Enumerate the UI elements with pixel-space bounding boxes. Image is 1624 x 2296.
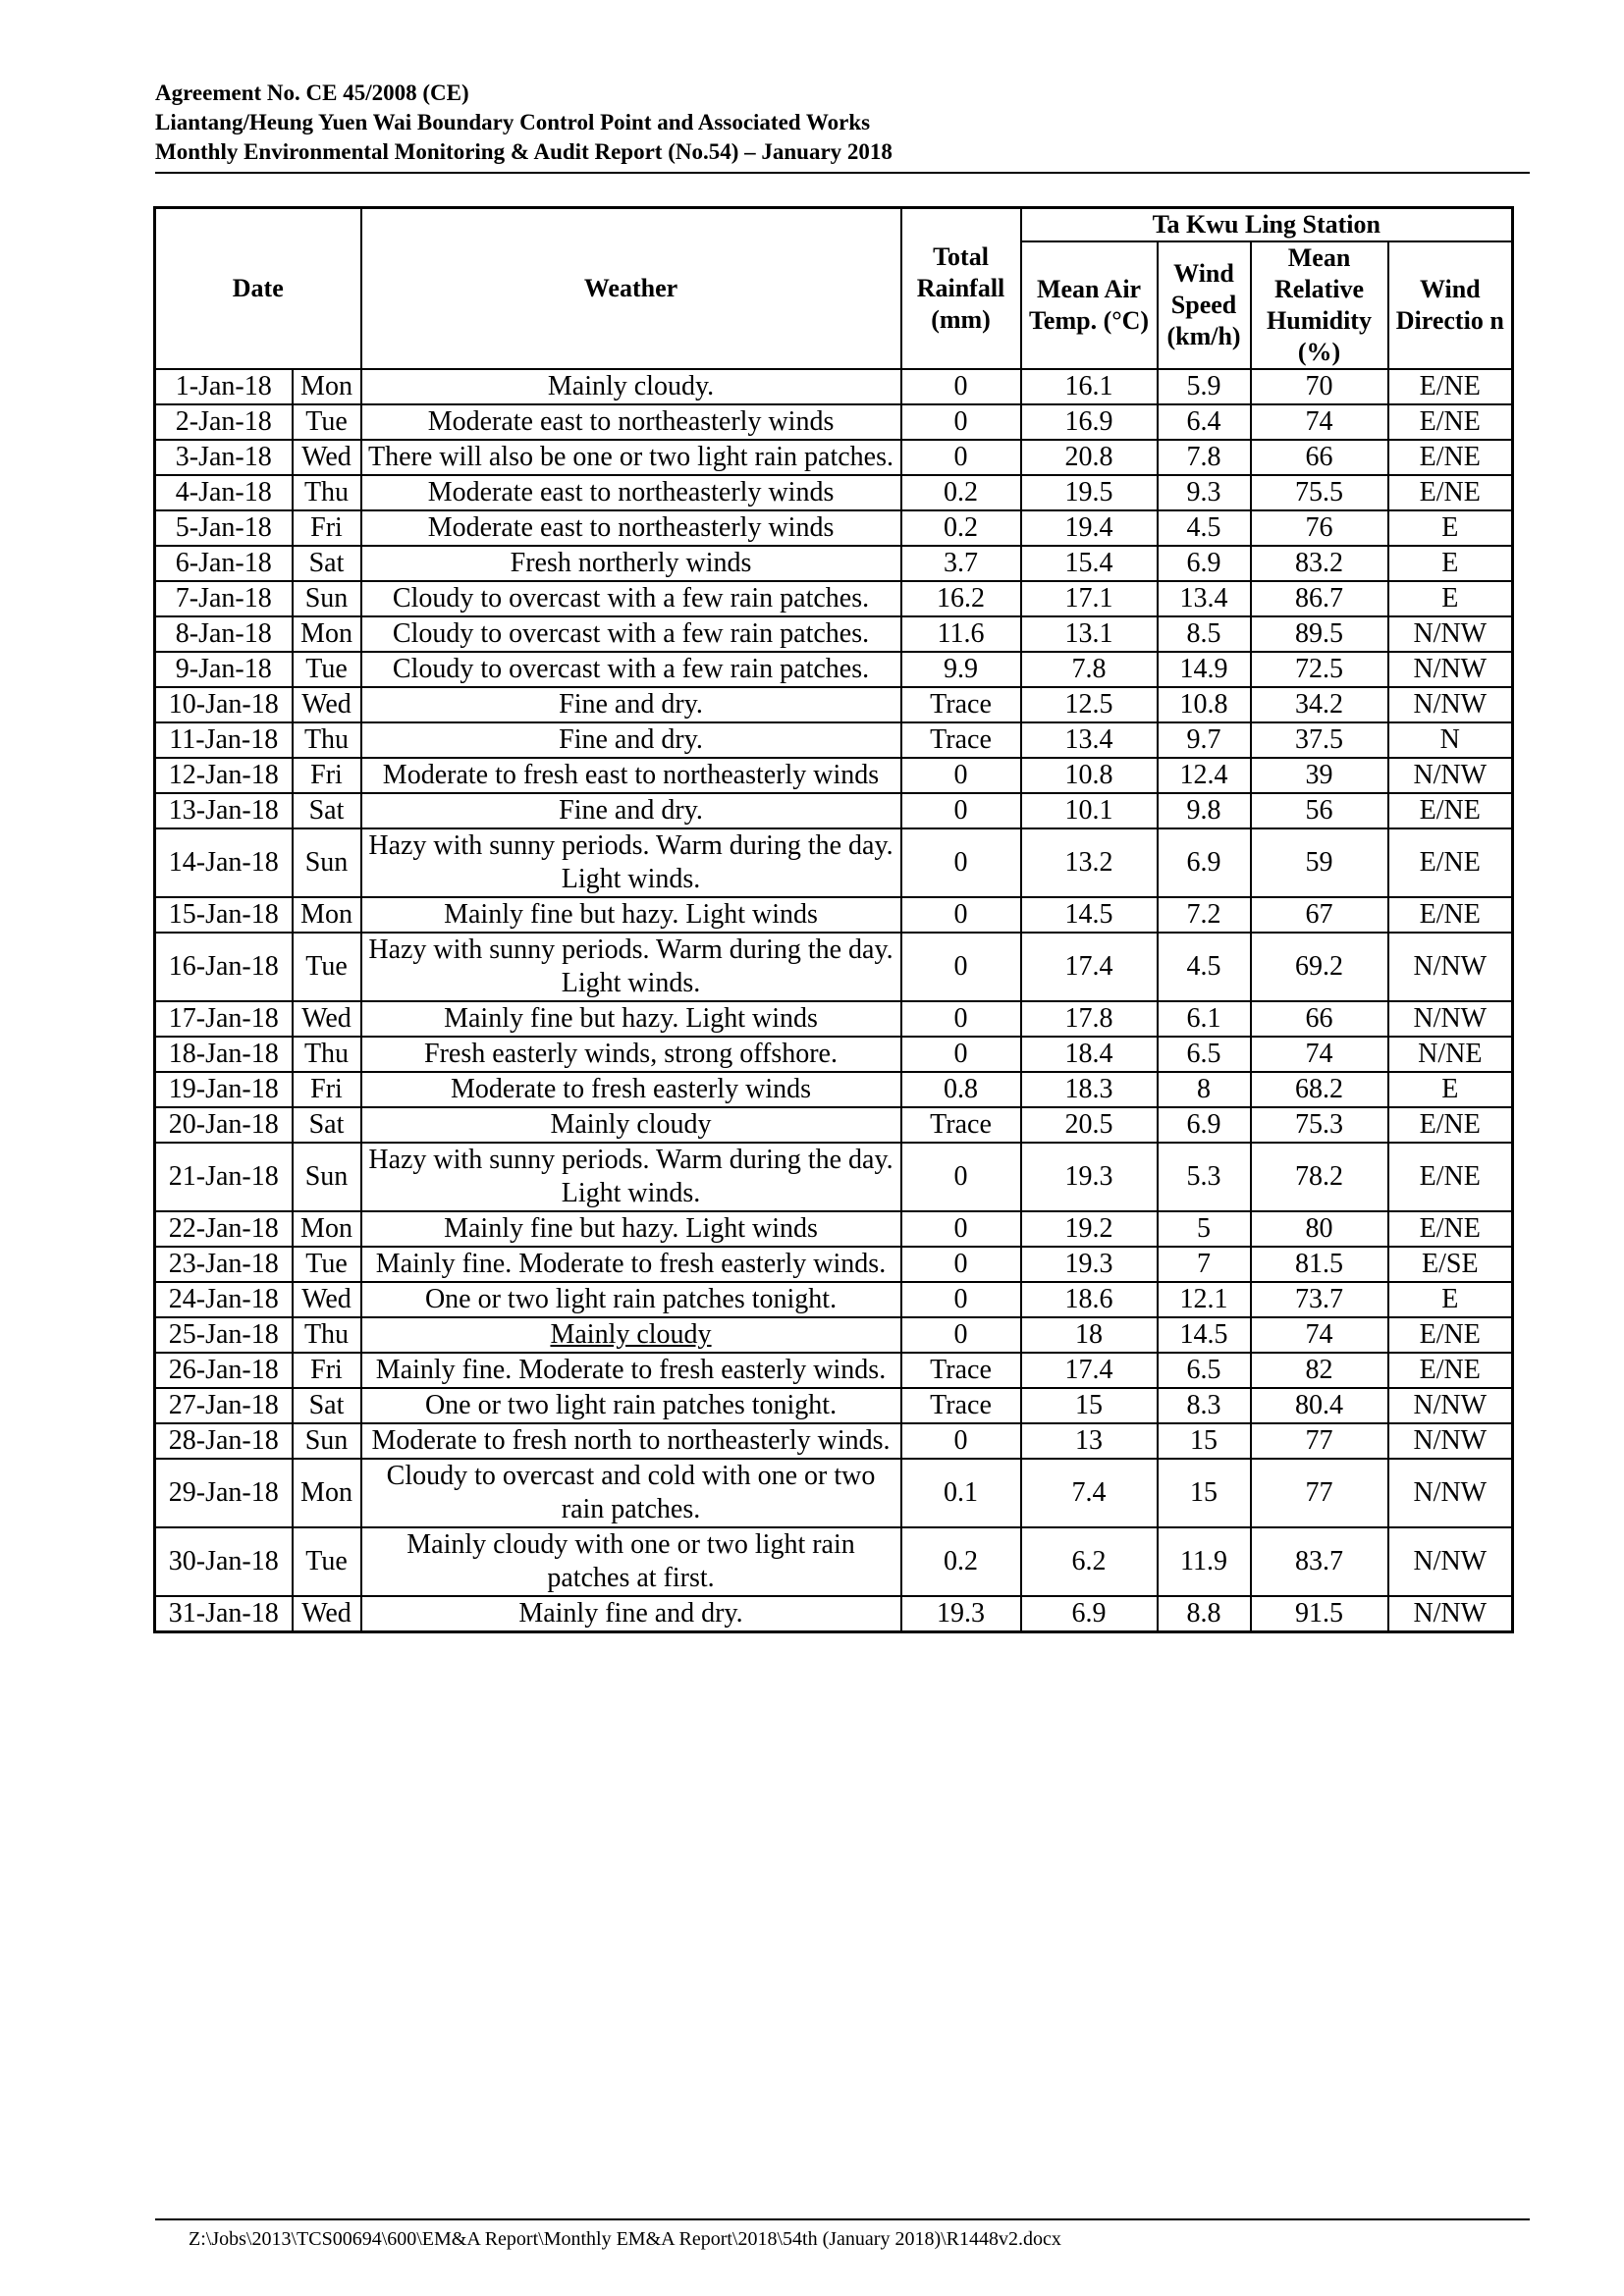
windspeed-cell: 9.8 — [1158, 793, 1251, 828]
winddir-cell: E/NE — [1388, 793, 1513, 828]
table-row — [155, 897, 1513, 933]
table-row — [155, 1388, 1513, 1423]
date-cell: 1-Jan-18 — [155, 369, 293, 404]
rainfall-cell: 11.6 — [901, 616, 1021, 652]
rainfall-cell: 0 — [901, 1001, 1021, 1037]
date-cell: 19-Jan-18 — [155, 1072, 293, 1107]
winddir-cell: N/NW — [1388, 687, 1513, 722]
day-cell: Thu — [293, 475, 361, 510]
humidity-cell: 37.5 — [1251, 722, 1388, 758]
date-cell: 27-Jan-18 — [155, 1388, 293, 1423]
rainfall-cell: 0 — [901, 440, 1021, 475]
winddir-cell: N/NW — [1388, 1423, 1513, 1459]
day-cell: Wed — [293, 440, 361, 475]
temp-cell: 19.4 — [1021, 510, 1158, 546]
temp-cell: 16.1 — [1021, 369, 1158, 404]
rainfall-cell: 0 — [901, 1317, 1021, 1353]
temp-cell: 17.8 — [1021, 1001, 1158, 1037]
header-divider — [155, 172, 1530, 174]
day-cell: Sun — [293, 1423, 361, 1459]
winddir-cell: E/NE — [1388, 897, 1513, 933]
table-row — [155, 581, 1513, 616]
date-cell: 2-Jan-18 — [155, 404, 293, 440]
weather-cell: Hazy with sunny periods. Warm during the day. Light winds. — [361, 828, 901, 897]
humidity-cell: 81.5 — [1251, 1247, 1388, 1282]
weather-cell: Hazy with sunny periods. Warm during the day. Light winds. — [361, 1143, 901, 1211]
humidity-cell: 89.5 — [1251, 616, 1388, 652]
winddir-cell: N/NW — [1388, 1527, 1513, 1596]
temp-cell: 13.2 — [1021, 828, 1158, 897]
table-row — [155, 1353, 1513, 1388]
weather-cell: Moderate to fresh north to northeasterly winds. — [361, 1423, 901, 1459]
day-cell: Sun — [293, 581, 361, 616]
date-cell: 24-Jan-18 — [155, 1282, 293, 1317]
temp-cell: 15 — [1021, 1388, 1158, 1423]
agreement-line: Agreement No. CE 45/2008 (CE) — [155, 80, 469, 105]
humidity-cell: 91.5 — [1251, 1596, 1388, 1632]
temp-cell: 18.6 — [1021, 1282, 1158, 1317]
report-header — [155, 79, 1530, 167]
winddir-cell: N/NW — [1388, 616, 1513, 652]
windspeed-cell: 5.3 — [1158, 1143, 1251, 1211]
weather-cell: There will also be one or two light rain patches. — [361, 440, 901, 475]
rainfall-cell: 0.2 — [901, 510, 1021, 546]
winddir-cell: E/NE — [1388, 369, 1513, 404]
temp-cell: 12.5 — [1021, 687, 1158, 722]
date-cell: 29-Jan-18 — [155, 1459, 293, 1527]
date-cell: 13-Jan-18 — [155, 793, 293, 828]
windspeed-cell: 7 — [1158, 1247, 1251, 1282]
day-cell: Tue — [293, 652, 361, 687]
table-row — [155, 440, 1513, 475]
col-header-windspeed: Wind Speed (km/h) — [1158, 241, 1251, 369]
table-row — [155, 652, 1513, 687]
table-row — [155, 1247, 1513, 1282]
temp-cell: 17.1 — [1021, 581, 1158, 616]
date-cell: 4-Jan-18 — [155, 475, 293, 510]
col-header-rainfall: Total Rainfall (mm) — [901, 208, 1021, 370]
winddir-cell: E/NE — [1388, 828, 1513, 897]
date-cell: 23-Jan-18 — [155, 1247, 293, 1282]
windspeed-cell: 11.9 — [1158, 1527, 1251, 1596]
temp-cell: 19.3 — [1021, 1247, 1158, 1282]
windspeed-cell: 6.9 — [1158, 828, 1251, 897]
winddir-cell: E/NE — [1388, 404, 1513, 440]
day-cell: Sun — [293, 1143, 361, 1211]
temp-cell: 6.2 — [1021, 1527, 1158, 1596]
table-row — [155, 687, 1513, 722]
table-row — [155, 475, 1513, 510]
table-row — [155, 828, 1513, 897]
windspeed-cell: 6.9 — [1158, 546, 1251, 581]
temp-cell: 19.5 — [1021, 475, 1158, 510]
weather-cell: Mainly fine but hazy. Light winds — [361, 1211, 901, 1247]
humidity-cell: 83.7 — [1251, 1527, 1388, 1596]
humidity-cell: 72.5 — [1251, 652, 1388, 687]
day-cell: Wed — [293, 1282, 361, 1317]
temp-cell: 7.4 — [1021, 1459, 1158, 1527]
date-cell: 8-Jan-18 — [155, 616, 293, 652]
weather-cell: Cloudy to overcast with a few rain patches. — [361, 581, 901, 616]
day-cell: Tue — [293, 1527, 361, 1596]
table-row — [155, 1037, 1513, 1072]
temp-cell: 6.9 — [1021, 1596, 1158, 1632]
weather-cell: Mainly fine. Moderate to fresh easterly winds. — [361, 1353, 901, 1388]
table-row — [155, 404, 1513, 440]
day-cell: Sat — [293, 793, 361, 828]
windspeed-cell: 7.2 — [1158, 897, 1251, 933]
winddir-cell: E/NE — [1388, 1317, 1513, 1353]
table-row — [155, 758, 1513, 793]
temp-cell: 17.4 — [1021, 1353, 1158, 1388]
winddir-cell: N/NW — [1388, 933, 1513, 1001]
weather-cell: Mainly cloudy with one or two light rain patches at first. — [361, 1527, 901, 1596]
rainfall-cell: 0 — [901, 1282, 1021, 1317]
weather-cell: Mainly fine but hazy. Light winds — [361, 897, 901, 933]
windspeed-cell: 12.4 — [1158, 758, 1251, 793]
date-cell: 25-Jan-18 — [155, 1317, 293, 1353]
day-cell: Sat — [293, 1107, 361, 1143]
rainfall-cell: 0.8 — [901, 1072, 1021, 1107]
windspeed-cell: 5 — [1158, 1211, 1251, 1247]
rainfall-cell: 9.9 — [901, 652, 1021, 687]
station-header: Ta Kwu Ling Station — [1021, 208, 1513, 242]
temp-cell: 10.1 — [1021, 793, 1158, 828]
rainfall-cell: Trace — [901, 1107, 1021, 1143]
day-cell: Mon — [293, 616, 361, 652]
day-cell: Mon — [293, 369, 361, 404]
humidity-cell: 78.2 — [1251, 1143, 1388, 1211]
table-row — [155, 1282, 1513, 1317]
winddir-cell: E/NE — [1388, 475, 1513, 510]
rainfall-cell: 0 — [901, 1037, 1021, 1072]
date-cell: 18-Jan-18 — [155, 1037, 293, 1072]
windspeed-cell: 6.9 — [1158, 1107, 1251, 1143]
humidity-cell: 66 — [1251, 440, 1388, 475]
rainfall-cell: 0 — [901, 1247, 1021, 1282]
windspeed-cell: 15 — [1158, 1459, 1251, 1527]
table-row — [155, 793, 1513, 828]
weather-cell: Moderate east to northeasterly winds — [361, 510, 901, 546]
temp-cell: 14.5 — [1021, 897, 1158, 933]
col-header-temp: Mean Air Temp. (°C) — [1021, 241, 1158, 369]
weather-cell: Fresh northerly winds — [361, 546, 901, 581]
day-cell: Fri — [293, 758, 361, 793]
day-cell: Mon — [293, 897, 361, 933]
table-row — [155, 1107, 1513, 1143]
rainfall-cell: 0 — [901, 933, 1021, 1001]
windspeed-cell: 4.5 — [1158, 510, 1251, 546]
table-row — [155, 616, 1513, 652]
temp-cell: 17.4 — [1021, 933, 1158, 1001]
humidity-cell: 83.2 — [1251, 546, 1388, 581]
table-body — [155, 369, 1513, 1632]
temp-cell: 7.8 — [1021, 652, 1158, 687]
winddir-cell: E — [1388, 581, 1513, 616]
humidity-cell: 39 — [1251, 758, 1388, 793]
humidity-cell: 75.3 — [1251, 1107, 1388, 1143]
rainfall-cell: 0 — [901, 793, 1021, 828]
col-header-weather: Weather — [361, 208, 901, 370]
date-cell: 20-Jan-18 — [155, 1107, 293, 1143]
date-cell: 17-Jan-18 — [155, 1001, 293, 1037]
weather-cell: Mainly cloudy. — [361, 369, 901, 404]
windspeed-cell: 15 — [1158, 1423, 1251, 1459]
windspeed-cell: 13.4 — [1158, 581, 1251, 616]
weather-cell: Fine and dry. — [361, 722, 901, 758]
col-header-winddir: Wind Directio n — [1388, 241, 1513, 369]
weather-cell: Moderate east to northeasterly winds — [361, 475, 901, 510]
winddir-cell: N/NW — [1388, 1388, 1513, 1423]
table-row — [155, 1143, 1513, 1211]
weather-cell: Fresh easterly winds, strong offshore. — [361, 1037, 901, 1072]
rainfall-cell: 0 — [901, 1423, 1021, 1459]
table-row — [155, 1001, 1513, 1037]
day-cell: Wed — [293, 1001, 361, 1037]
day-cell: Fri — [293, 510, 361, 546]
humidity-cell: 77 — [1251, 1459, 1388, 1527]
weather-table — [153, 206, 1514, 1633]
temp-cell: 19.2 — [1021, 1211, 1158, 1247]
date-cell: 31-Jan-18 — [155, 1596, 293, 1632]
day-cell: Thu — [293, 722, 361, 758]
windspeed-cell: 4.5 — [1158, 933, 1251, 1001]
day-cell: Sat — [293, 1388, 361, 1423]
rainfall-cell: 19.3 — [901, 1596, 1021, 1632]
winddir-cell: E — [1388, 1282, 1513, 1317]
humidity-cell: 70 — [1251, 369, 1388, 404]
weather-cell: Cloudy to overcast and cold with one or two rain patches. — [361, 1459, 901, 1527]
day-cell: Thu — [293, 1317, 361, 1353]
rainfall-cell: Trace — [901, 1353, 1021, 1388]
date-cell: 6-Jan-18 — [155, 546, 293, 581]
table-row — [155, 1211, 1513, 1247]
humidity-cell: 75.5 — [1251, 475, 1388, 510]
temp-cell: 18.4 — [1021, 1037, 1158, 1072]
humidity-cell: 82 — [1251, 1353, 1388, 1388]
date-cell: 11-Jan-18 — [155, 722, 293, 758]
day-cell: Sun — [293, 828, 361, 897]
date-cell: 14-Jan-18 — [155, 828, 293, 897]
winddir-cell: E — [1388, 1072, 1513, 1107]
rainfall-cell: Trace — [901, 1388, 1021, 1423]
weather-cell: Mainly fine. Moderate to fresh easterly winds. — [361, 1247, 901, 1282]
winddir-cell: N — [1388, 722, 1513, 758]
winddir-cell: N/NW — [1388, 652, 1513, 687]
temp-cell: 20.8 — [1021, 440, 1158, 475]
rainfall-cell: 0 — [901, 1143, 1021, 1211]
col-header-date: Date — [155, 208, 361, 370]
weather-cell: Mainly fine and dry. — [361, 1596, 901, 1632]
winddir-cell: N/NW — [1388, 1459, 1513, 1527]
rainfall-cell: 0 — [901, 404, 1021, 440]
temp-cell: 18.3 — [1021, 1072, 1158, 1107]
windspeed-cell: 14.5 — [1158, 1317, 1251, 1353]
humidity-cell: 76 — [1251, 510, 1388, 546]
weather-cell: Moderate east to northeasterly winds — [361, 404, 901, 440]
winddir-cell: N/NW — [1388, 758, 1513, 793]
weather-cell: Mainly fine but hazy. Light winds — [361, 1001, 901, 1037]
file-path-footer: Z:\Jobs\2013\TCS00694\600\EM&A Report\Monthly EM&A Report\2018\54th (January 2018)\R1448v2.docx — [189, 2228, 1061, 2250]
humidity-cell: 59 — [1251, 828, 1388, 897]
windspeed-cell: 6.5 — [1158, 1353, 1251, 1388]
rainfall-cell: Trace — [901, 687, 1021, 722]
date-cell: 7-Jan-18 — [155, 581, 293, 616]
windspeed-cell: 14.9 — [1158, 652, 1251, 687]
humidity-cell: 86.7 — [1251, 581, 1388, 616]
table-row — [155, 510, 1513, 546]
humidity-cell: 80 — [1251, 1211, 1388, 1247]
rainfall-cell: 0 — [901, 828, 1021, 897]
weather-cell: Cloudy to overcast with a few rain patches. — [361, 616, 901, 652]
day-cell: Mon — [293, 1459, 361, 1527]
table-row — [155, 1072, 1513, 1107]
weather-text: Mainly cloudy — [550, 1319, 712, 1350]
day-cell: Fri — [293, 1072, 361, 1107]
windspeed-cell: 7.8 — [1158, 440, 1251, 475]
day-cell: Tue — [293, 1247, 361, 1282]
humidity-cell: 74 — [1251, 1317, 1388, 1353]
date-cell: 26-Jan-18 — [155, 1353, 293, 1388]
report-title-line: Monthly Environmental Monitoring & Audit Report (No.54) – January 2018 — [155, 139, 893, 164]
rainfall-cell: 0 — [901, 758, 1021, 793]
weather-cell: Fine and dry. — [361, 687, 901, 722]
table-row — [155, 933, 1513, 1001]
footer-divider — [155, 2218, 1530, 2220]
temp-cell: 13.4 — [1021, 722, 1158, 758]
temp-cell: 20.5 — [1021, 1107, 1158, 1143]
windspeed-cell: 6.4 — [1158, 404, 1251, 440]
temp-cell: 15.4 — [1021, 546, 1158, 581]
day-cell: Wed — [293, 687, 361, 722]
winddir-cell: E/SE — [1388, 1247, 1513, 1282]
table-row — [155, 1596, 1513, 1632]
humidity-cell: 67 — [1251, 897, 1388, 933]
humidity-cell: 74 — [1251, 404, 1388, 440]
winddir-cell: N/NW — [1388, 1001, 1513, 1037]
project-line: Liantang/Heung Yuen Wai Boundary Control Point and Associated Works — [155, 110, 871, 134]
weather-cell: Cloudy to overcast with a few rain patches. — [361, 652, 901, 687]
humidity-cell: 77 — [1251, 1423, 1388, 1459]
windspeed-cell: 8.8 — [1158, 1596, 1251, 1632]
winddir-cell: E/NE — [1388, 1211, 1513, 1247]
weather-cell: Moderate to fresh east to northeasterly winds — [361, 758, 901, 793]
date-cell: 21-Jan-18 — [155, 1143, 293, 1211]
day-cell: Tue — [293, 933, 361, 1001]
winddir-cell: E/NE — [1388, 1143, 1513, 1211]
temp-cell: 19.3 — [1021, 1143, 1158, 1211]
date-cell: 16-Jan-18 — [155, 933, 293, 1001]
date-cell: 12-Jan-18 — [155, 758, 293, 793]
weather-cell: One or two light rain patches tonight. — [361, 1282, 901, 1317]
weather-cell: Moderate to fresh easterly winds — [361, 1072, 901, 1107]
windspeed-cell: 8 — [1158, 1072, 1251, 1107]
windspeed-cell: 8.5 — [1158, 616, 1251, 652]
table-row — [155, 369, 1513, 404]
rainfall-cell: 0 — [901, 897, 1021, 933]
table-row — [155, 722, 1513, 758]
date-cell: 5-Jan-18 — [155, 510, 293, 546]
temp-cell: 16.9 — [1021, 404, 1158, 440]
humidity-cell: 68.2 — [1251, 1072, 1388, 1107]
table-row — [155, 1527, 1513, 1596]
table-header — [155, 208, 1513, 370]
humidity-cell: 69.2 — [1251, 933, 1388, 1001]
date-cell: 9-Jan-18 — [155, 652, 293, 687]
table-row — [155, 1317, 1513, 1353]
temp-cell: 13.1 — [1021, 616, 1158, 652]
rainfall-cell: 3.7 — [901, 546, 1021, 581]
winddir-cell: E — [1388, 546, 1513, 581]
rainfall-cell: 0 — [901, 369, 1021, 404]
table-row — [155, 546, 1513, 581]
winddir-cell: E/NE — [1388, 1107, 1513, 1143]
winddir-cell: N/NE — [1388, 1037, 1513, 1072]
humidity-cell: 34.2 — [1251, 687, 1388, 722]
windspeed-cell: 8.3 — [1158, 1388, 1251, 1423]
date-cell: 15-Jan-18 — [155, 897, 293, 933]
humidity-cell: 80.4 — [1251, 1388, 1388, 1423]
weather-cell: Fine and dry. — [361, 793, 901, 828]
weather-cell: One or two light rain patches tonight. — [361, 1388, 901, 1423]
winddir-cell: N/NW — [1388, 1596, 1513, 1632]
weather-cell: Hazy with sunny periods. Warm during the day. Light winds. — [361, 933, 901, 1001]
windspeed-cell: 5.9 — [1158, 369, 1251, 404]
rainfall-cell: 0 — [901, 1211, 1021, 1247]
winddir-cell: E/NE — [1388, 440, 1513, 475]
date-cell: 28-Jan-18 — [155, 1423, 293, 1459]
day-cell: Wed — [293, 1596, 361, 1632]
day-cell: Mon — [293, 1211, 361, 1247]
rainfall-cell: 0.2 — [901, 1527, 1021, 1596]
day-cell: Thu — [293, 1037, 361, 1072]
rainfall-cell: Trace — [901, 722, 1021, 758]
temp-cell: 18 — [1021, 1317, 1158, 1353]
windspeed-cell: 6.1 — [1158, 1001, 1251, 1037]
humidity-cell: 73.7 — [1251, 1282, 1388, 1317]
date-cell: 30-Jan-18 — [155, 1527, 293, 1596]
table-row — [155, 1423, 1513, 1459]
windspeed-cell: 9.3 — [1158, 475, 1251, 510]
weather-cell: Mainly cloudy — [361, 1107, 901, 1143]
humidity-cell: 66 — [1251, 1001, 1388, 1037]
windspeed-cell: 6.5 — [1158, 1037, 1251, 1072]
date-cell: 22-Jan-18 — [155, 1211, 293, 1247]
rainfall-cell: 0.1 — [901, 1459, 1021, 1527]
windspeed-cell: 12.1 — [1158, 1282, 1251, 1317]
date-cell: 10-Jan-18 — [155, 687, 293, 722]
weather-cell — [361, 1317, 901, 1353]
humidity-cell: 74 — [1251, 1037, 1388, 1072]
col-header-humidity: Mean Relative Humidity (%) — [1251, 241, 1388, 369]
rainfall-cell: 16.2 — [901, 581, 1021, 616]
table-row — [155, 1459, 1513, 1527]
windspeed-cell: 9.7 — [1158, 722, 1251, 758]
date-cell: 3-Jan-18 — [155, 440, 293, 475]
day-cell: Fri — [293, 1353, 361, 1388]
humidity-cell: 56 — [1251, 793, 1388, 828]
windspeed-cell: 10.8 — [1158, 687, 1251, 722]
day-cell: Sat — [293, 546, 361, 581]
winddir-cell: E/NE — [1388, 1353, 1513, 1388]
winddir-cell: E — [1388, 510, 1513, 546]
temp-cell: 10.8 — [1021, 758, 1158, 793]
day-cell: Tue — [293, 404, 361, 440]
rainfall-cell: 0.2 — [901, 475, 1021, 510]
temp-cell: 13 — [1021, 1423, 1158, 1459]
